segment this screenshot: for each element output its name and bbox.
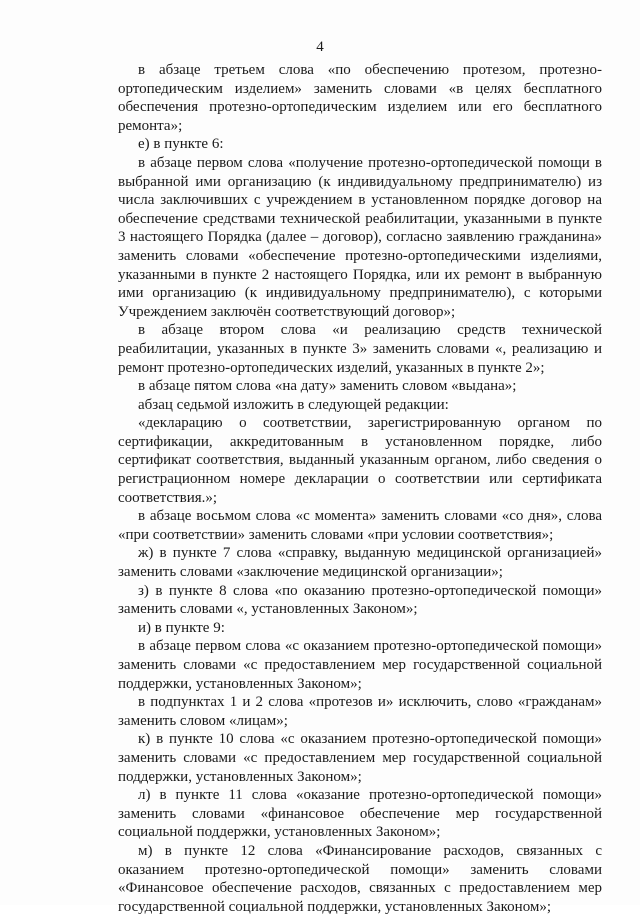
- paragraph: абзац седьмой изложить в следующей редакции:: [138, 396, 449, 413]
- paragraph: в абзаце восьмом слова «с момента» заменить словами «со дня», слова «при соответствии» заменить словами «при условии соответствия»;: [118, 508, 602, 543]
- paragraph: в абзаце третьем слова «по обеспечению протезом, протезно-ортопедическим изделием» заменить словами «в целях бесплатного обеспечения протезно-ортопедическим изделием или его бесплатного ремонта»;: [118, 62, 602, 134]
- paragraph: л) в пункте 11 слова «оказание протезно-ортопедической помощи» заменить словами «финансовое обеспечение мер государственной социальной поддержки, установленных Законом»;: [118, 787, 602, 841]
- paragraph: в подпунктах 1 и 2 слова «протезов и» исключить, слово «гражданам» заменить словом «лицам»;: [118, 694, 602, 729]
- document-body: [118, 61, 602, 916]
- paragraph: в абзаце первом слова «с оказанием протезно-ортопедической помощи» заменить словами «с предоставлением мер государственной социальной поддержки, установленных Законом»;: [118, 638, 602, 692]
- paragraph: в абзаце первом слова «получение протезно-ортопедической помощи в выбранной ими организацию (к индивидуальному предпринимателю) из числа заключивших с учреждением в установленном порядке договор на обеспечение средствами технической реабилитации, указанными в пункте 3 настоящего Порядка (далее – договор), согласно заявлению гражданина» заменить словами «обеспечение протезно-ортопедическими изделиями, указанными в пункте 2 настоящего Порядка, или их ремонт в выбранную ими организацию (к индивидуальному предпринимателю), с которыми Учреждением заключён соответствующий договор»;: [118, 154, 602, 320]
- page-number: 4: [316, 39, 324, 55]
- paragraph: в абзаце пятом слова «на дату» заменить словом «выдана»;: [138, 378, 517, 395]
- paragraph: в абзаце втором слова «и реализацию средств технической реабилитации, указанных в пункте 3» заменить словами «, реализацию и ремонт протезно-ортопедических изделий, указанных в пункте 2»;: [118, 322, 602, 376]
- paragraph: е) в пункте 6:: [138, 136, 224, 153]
- paragraph: з) в пункте 8 слова «по оказанию протезно-ортопедической помощи» заменить словами «, установленных Законом»;: [118, 582, 602, 618]
- paragraph: к) в пункте 10 слова «с оказанием протезно-ортопедической помощи» заменить словами «с предоставлением мер государственной социальной поддержки, установленных Законом»;: [118, 731, 602, 785]
- paragraph: ж) в пункте 7 слова «справку, выданную медицинской организацией» заменить словами «заключение медицинской организации»;: [118, 545, 602, 581]
- paragraph: «декларацию о соответствии, зарегистрированную органом по сертификации, аккредитованным в установленном порядке, либо сертификат соответствия, выданный указанным органом, либо сведения о регистрационном номере декларации о соответствии или сертификата соответствия.»;: [118, 415, 602, 506]
- paragraph: м) в пункте 12 слова «Финансирование расходов, связанных с оказанием протезно-ортопедической помощи» заменить словами «Финансовое обеспечение расходов, связанных с предоставлением мер государственной социальной поддержки, установленных Законом»;: [118, 842, 602, 915]
- paragraph: и) в пункте 9:: [138, 619, 225, 636]
